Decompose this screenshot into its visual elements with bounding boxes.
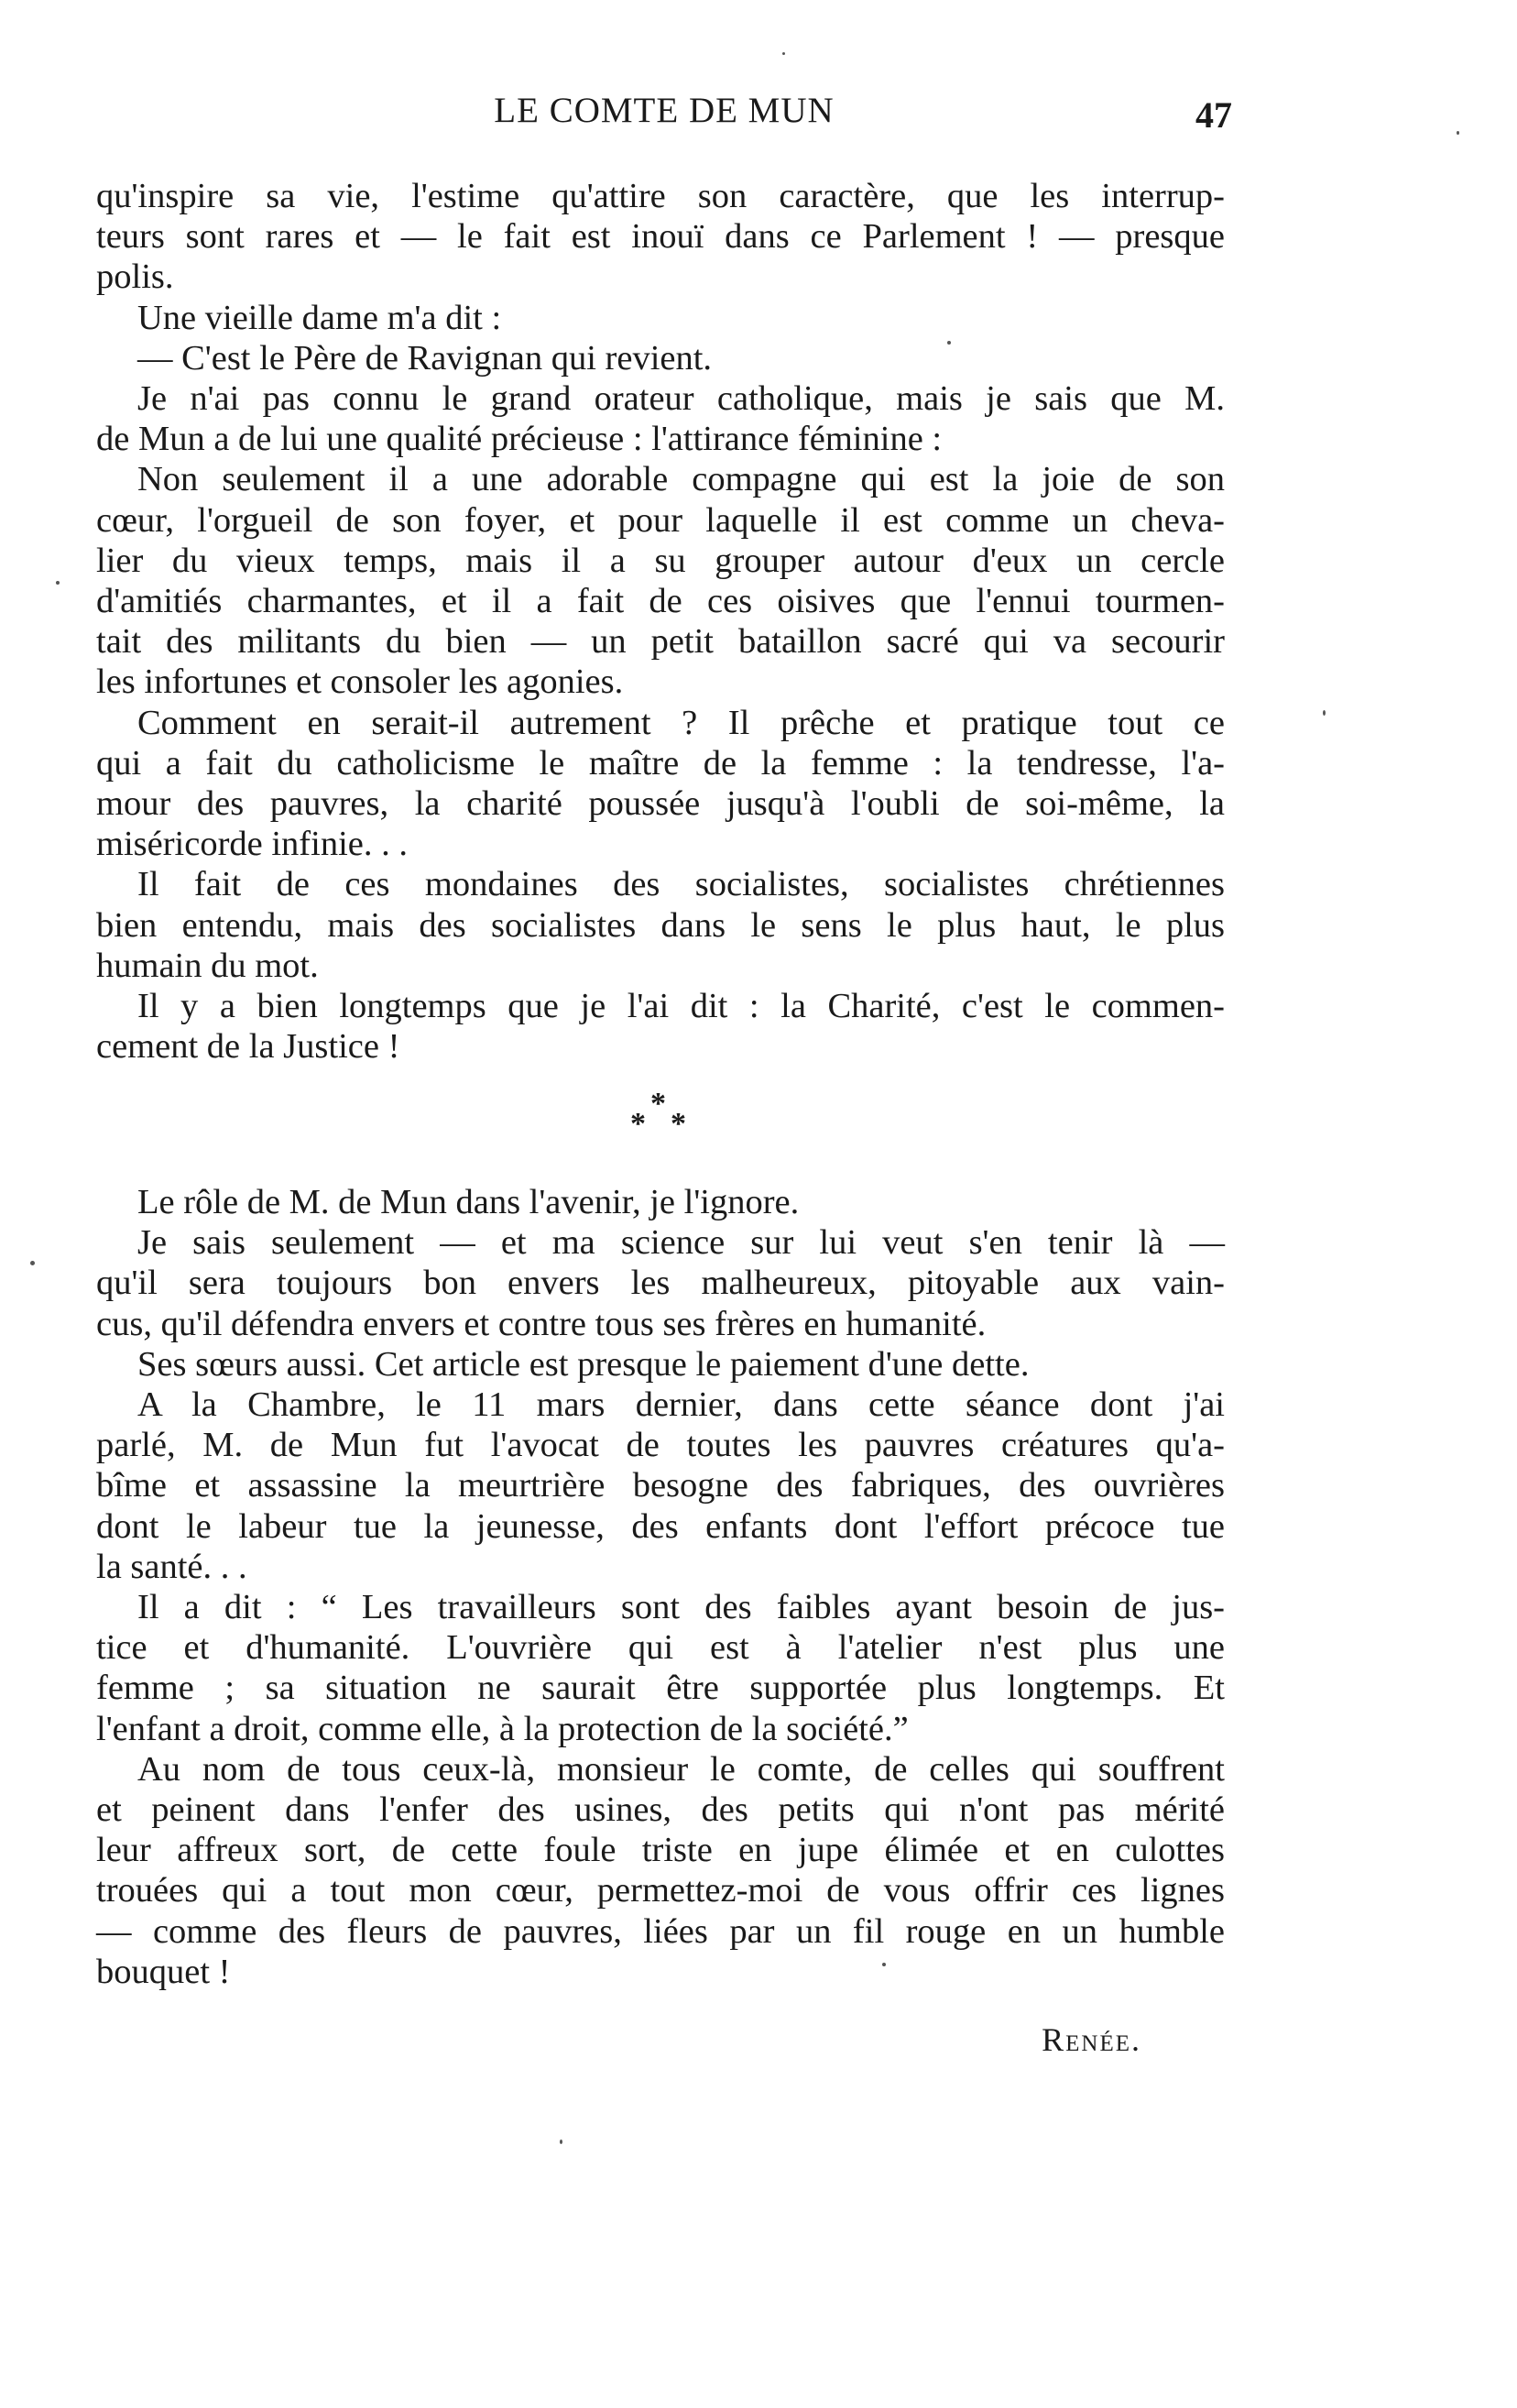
text-line: bîme et assassine la meurtrière besogne des fabriques, des ouvrières (96, 1466, 1225, 1505)
scan-speck (30, 1261, 35, 1265)
text-line: femme ; sa situation ne saurait être supportée plus longtemps. Et (96, 1669, 1225, 1708)
scan-speck (1457, 131, 1459, 135)
section-2-text (96, 1182, 1225, 1992)
text-line: teurs sont rares et — le fait est inouï dans ce Parlement ! — presque (96, 217, 1225, 257)
text-line: cement de la Justice ! (96, 1027, 400, 1067)
text-line: — comme des fleurs de pauvres, liées par un fil rouge en un humble (96, 1911, 1225, 1951)
text-line: la santé. . . (96, 1547, 247, 1586)
text-line: d'amitiés charmantes, et il a fait de ces oisives que l'ennui tourmen- (96, 582, 1225, 621)
asterism-star: * (671, 1107, 686, 1141)
text-line: Il fait de ces mondaines des socialistes, socialistes chrétiennes (137, 865, 1225, 904)
text-line: de Mun a de lui une qualité précieuse : l'attirance féminine : (96, 420, 943, 459)
text-line: qui a fait du catholicisme le maître de la femme : la tendresse, l'a- (96, 743, 1225, 783)
scan-speck (947, 341, 951, 345)
text-line: Non seulement il a une adorable compagne qui est la joie de son (137, 460, 1225, 499)
text-line: Au nom de tous ceux-là, monsieur le comte, de celles qui souffrent (137, 1749, 1225, 1789)
author-signature: Renée. (1042, 2021, 1141, 2058)
scan-speck (1323, 710, 1326, 716)
text-line: tice et d'humanité. L'ouvrière qui est à l'atelier n'est plus une (96, 1628, 1225, 1668)
scan-speck (782, 52, 785, 55)
text-line: qu'il sera toujours bon envers les malheureux, pitoyable aux vain- (96, 1264, 1225, 1303)
text-line: polis. (96, 257, 174, 297)
section-1-text (96, 176, 1225, 1067)
text-line: A la Chambre, le 11 mars dernier, dans cette séance dont j'ai (137, 1385, 1225, 1425)
asterism-star: * (650, 1087, 666, 1121)
text-line: Le rôle de M. de Mun dans l'avenir, je l'ignore. (137, 1183, 800, 1221)
text-line: leur affreux sort, de cette foule triste en jupe élimée et en culottes (96, 1831, 1225, 1870)
asterism-star: * (630, 1107, 646, 1141)
text-line: dont le labeur tue la jeunesse, des enfants dont l'effort précoce tue (96, 1506, 1225, 1546)
running-title: LE COMTE DE MUN (494, 91, 835, 130)
text-line: qu'inspire sa vie, l'estime qu'attire son caractère, que les interrup- (96, 177, 1225, 215)
text-line: Je sais seulement — et ma science sur lui veut s'en tenir là — (137, 1223, 1225, 1263)
text-line: — C'est le Père de Ravignan qui revient. (137, 338, 713, 378)
text-line: cœur, l'orgueil de son foyer, et pour laquelle il est comme un cheva- (96, 500, 1225, 540)
text-line: tait des militants du bien — un petit bataillon sacré qui va secourir (96, 622, 1225, 662)
asterism-divider (623, 1089, 705, 1144)
text-line: Une vieille dame m'a dit : (137, 298, 502, 337)
text-line: bouquet ! (96, 1952, 231, 1991)
text-line: mour des pauvres, la charité poussée jusqu'à l'oubli de soi-même, la (96, 784, 1225, 824)
page-number: 47 (1195, 94, 1232, 136)
text-line: Il a dit : “ Les travailleurs sont des faibles ayant besoin de jus- (137, 1588, 1225, 1627)
scan-speck (560, 2140, 562, 2144)
text-line: humain du mot. (96, 946, 319, 985)
running-head (96, 90, 1232, 145)
text-line: cus, qu'il défendra envers et contre tous ses frères en humanité. (96, 1304, 987, 1343)
text-line: lier du vieux temps, mais il a su grouper autour d'eux un cercle (96, 541, 1225, 580)
text-line: parlé, M. de Mun fut l'avocat de toutes les pauvres créatures qu'a- (96, 1426, 1225, 1465)
text-line: trouées qui a tout mon cœur, permettez-moi de vous offrir ces lignes (96, 1871, 1225, 1910)
text-line: Ses sœurs aussi. Cet article est presque le paiement d'une dette. (137, 1344, 1030, 1384)
text-line: miséricorde infinie. . . (96, 825, 408, 864)
text-line: Il y a bien longtemps que je l'ai dit : la Charité, c'est le commen- (137, 987, 1225, 1026)
text-line: Je n'ai pas connu le grand orateur catholique, mais je sais que M. (137, 379, 1225, 419)
scan-speck (56, 581, 60, 585)
text-line: Comment en serait-il autrement ? Il prêche et pratique tout ce (137, 703, 1225, 742)
text-line: bien entendu, mais des socialistes dans le sens le plus haut, le plus (96, 905, 1225, 945)
text-line: l'enfant a droit, comme elle, à la protection de la société.” (96, 1709, 909, 1748)
scan-speck (882, 1963, 886, 1966)
text-line: et peinent dans l'enfer des usines, des petits qui n'ont pas mérité (96, 1790, 1225, 1830)
text-line: les infortunes et consoler les agonies. (96, 662, 624, 702)
